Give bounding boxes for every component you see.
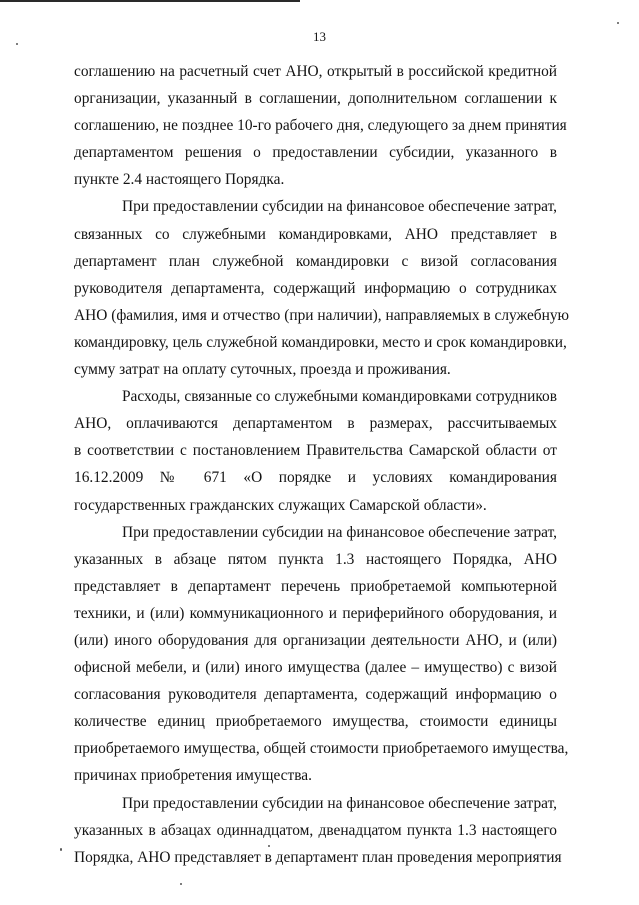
top-rule (0, 0, 300, 2)
paragraph-first-line: Расходы, связанные со служебными командировками сотрудников (122, 388, 557, 406)
scan-speck (617, 22, 619, 24)
text-line: соглашению на расчетный счет АНО, открытый в российской кредитной (74, 63, 557, 80)
scan-speck (16, 43, 18, 45)
text-line: командировку, цель служебной командировки, место и срок командировки, (74, 333, 567, 351)
text-line: (или) иного оборудования для организации деятельности АНО, и (или) (74, 631, 557, 649)
text-line: техники, и (или) коммуникационного и периферийного оборудования, и (74, 604, 557, 622)
scan-speck (60, 848, 62, 851)
text-line: указанных в абзаце пятом пункта 1.3 настоящего Порядка, АНО (74, 550, 557, 568)
text-line: приобретаемого имущества, общей стоимости приобретаемого имущества, (74, 740, 569, 758)
scan-speck (180, 883, 182, 885)
text-line: руководителя департамента, содержащий информацию о сотрудниках (74, 279, 557, 297)
text-line: АНО (фамилия, имя и отчество (при наличии), направляемых в служебную (74, 306, 570, 324)
text-line: офисной мебели, и (или) иного имущества (далее – имущество) с визой (74, 659, 557, 677)
scan-speck (268, 845, 270, 847)
paragraph-first-line: При предоставлении субсидии на финансовое обеспечение затрат, (122, 523, 557, 541)
text-line: государственных гражданских служащих Самарской области». (74, 496, 487, 514)
paragraph-first-line: При предоставлении субсидии на финансовое обеспечение затрат, (122, 198, 557, 216)
page-number: 13 (313, 29, 326, 44)
text-line: 16.12.2009 № 671 «О порядке и условиях командирования (74, 469, 557, 487)
text-line: пункте 2.4 настоящего Порядка. (74, 171, 285, 189)
text-line: представляет в департамент перечень приобретаемой компьютерной (74, 577, 557, 595)
text-line: причинах приобретения имущества. (74, 767, 312, 785)
text-line: связанных со служебными командировками, АНО представляет в (74, 225, 557, 243)
text-line: соглашению, не позднее 10-го рабочего дня, следующего за днем принятия (74, 117, 567, 135)
text-line: АНО, оплачиваются департаментом в размерах, рассчитываемых (74, 415, 557, 433)
text-line: департаментом решения о предоставлении субсидии, указанного в (74, 144, 557, 162)
text-line: департамент план служебной командировки с визой согласования (74, 252, 557, 270)
text-line: указанных в абзацах одиннадцатом, двенадцатом пункта 1.3 настоящего (74, 821, 557, 839)
text-line: согласования руководителя департамента, содержащий информацию о (74, 686, 557, 704)
text-line: организации, указанный в соглашении, дополнительном соглашении к (74, 90, 557, 108)
paragraph-first-line: При предоставлении субсидии на финансовое обеспечение затрат, (122, 794, 557, 812)
text-line: Порядка, АНО представляет в департамент план проведения мероприятия (74, 848, 562, 866)
document-body (74, 58, 570, 871)
text-line: в соответствии с постановлением Правительства Самарской области от (74, 442, 557, 460)
text-line: количестве единиц приобретаемого имущества, стоимости единицы (74, 713, 557, 731)
text-line: сумму затрат на оплату суточных, проезда и проживания. (74, 361, 451, 379)
